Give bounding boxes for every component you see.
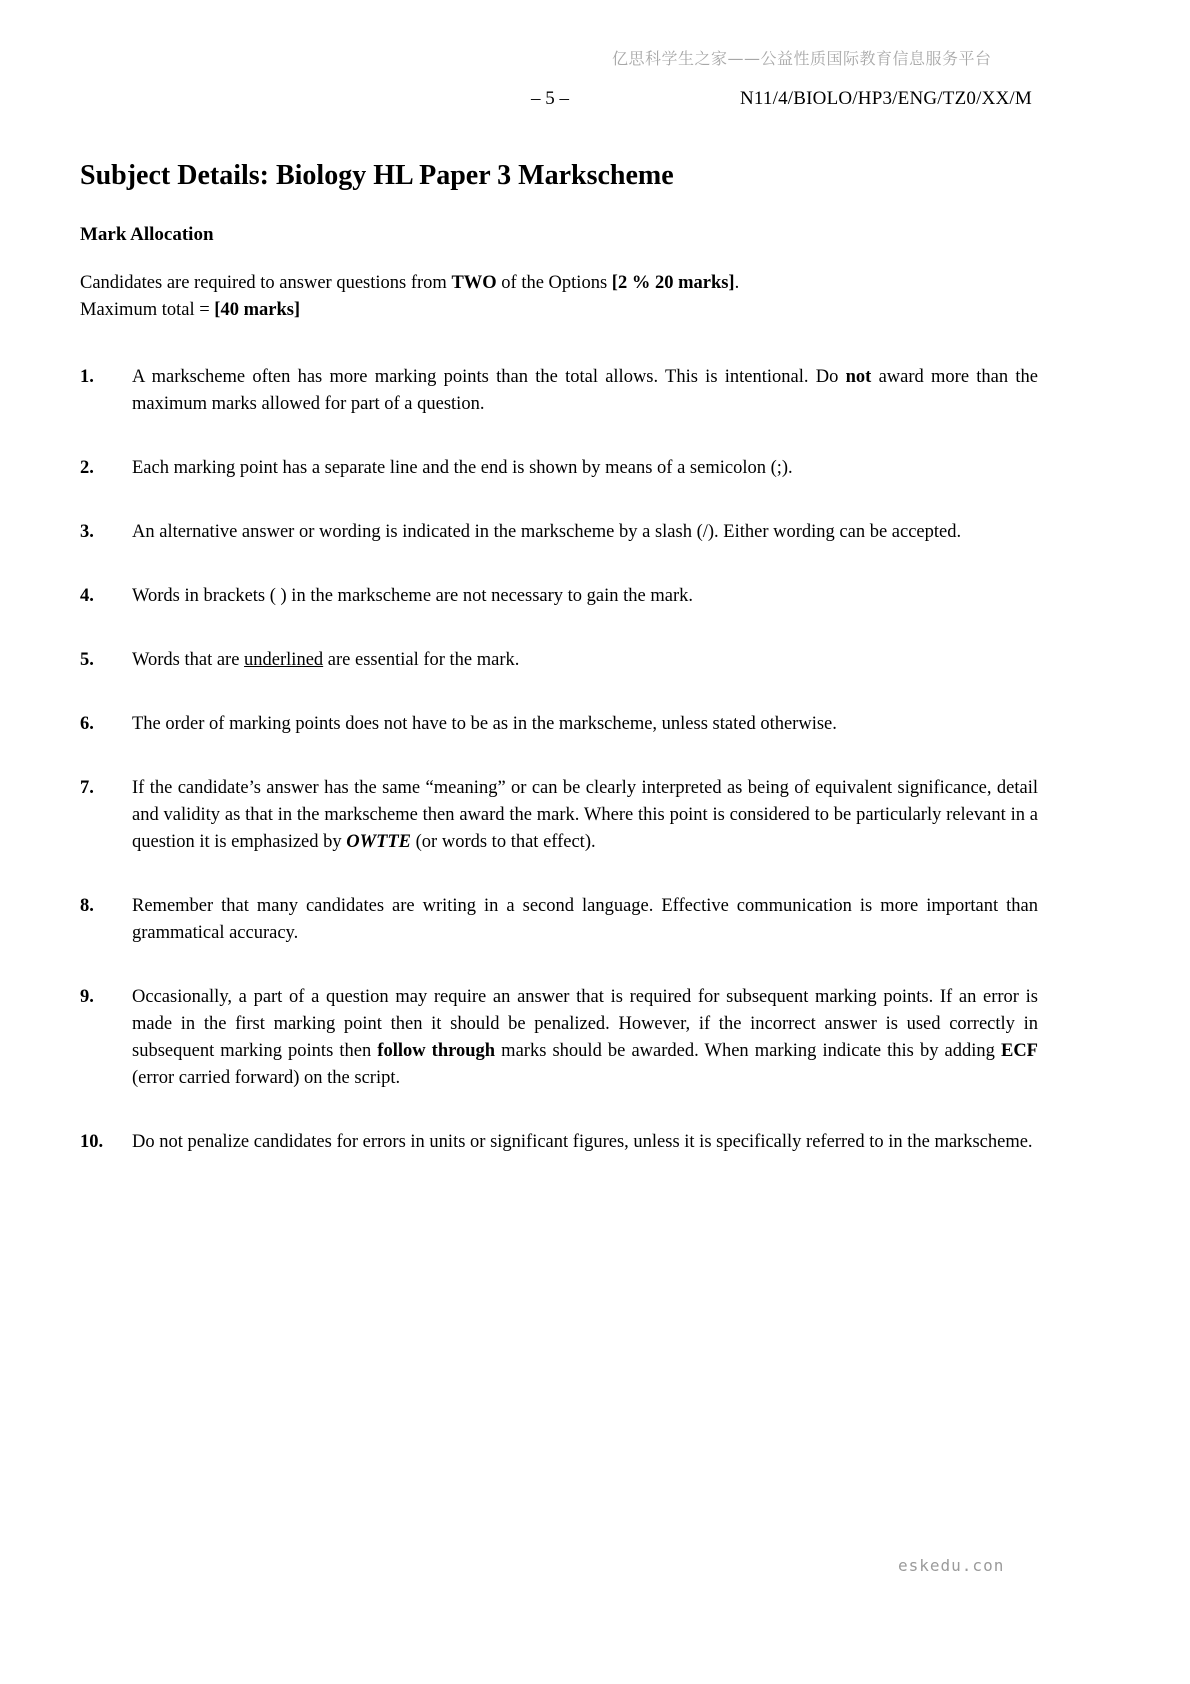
item-text	[132, 455, 1038, 482]
item-number: 4.	[80, 586, 94, 606]
item-number: 10.	[80, 1132, 104, 1152]
list-item	[80, 455, 1038, 482]
item-number: 7.	[80, 778, 94, 798]
text-segment: [40 marks]	[214, 300, 301, 320]
page-number: – 5 –	[531, 88, 569, 109]
text-segment: award more than the maximum marks allowed for part of a question.	[132, 367, 1038, 414]
section-heading-mark-allocation: Mark Allocation	[80, 224, 214, 245]
item-number: 8.	[80, 896, 94, 916]
text-segment: Maximum total =	[80, 300, 215, 320]
rules-list	[80, 364, 1038, 1156]
text-segment: Words in brackets ( ) in the markscheme are not necessary to gain the mark.	[132, 586, 694, 606]
text-segment: Do not penalize candidates for errors in units or significant figures, unless it is specifically referred to in the markscheme.	[132, 1132, 1033, 1152]
intro-line-2	[80, 297, 1038, 324]
list-item	[80, 364, 1038, 418]
text-segment: ECF	[1000, 1041, 1038, 1061]
item-number: 6.	[80, 714, 94, 734]
page-title: Subject Details: Biology HL Paper 3 Markscheme	[80, 160, 674, 191]
text-segment: are essential for the mark.	[323, 650, 520, 670]
text-segment: TWO	[451, 273, 497, 293]
list-item	[80, 893, 1038, 947]
text-segment: .	[734, 273, 740, 293]
text-segment: Words that are	[132, 650, 245, 670]
item-text	[132, 711, 1038, 738]
list-item	[80, 1129, 1038, 1156]
list-item	[80, 711, 1038, 738]
intro-line-1	[80, 270, 1038, 297]
item-number: 3.	[80, 522, 94, 542]
intro-paragraph	[80, 270, 1038, 324]
item-text	[132, 519, 1038, 546]
item-text	[132, 1129, 1038, 1156]
item-number: 1.	[80, 367, 94, 387]
text-segment: A markscheme often has more marking points than the total allows. This is intentional. Do	[132, 367, 846, 387]
text-segment: Remember that many candidates are writing in a second language. Effective communication is more important than grammatical accuracy.	[132, 896, 1038, 943]
list-item	[80, 984, 1038, 1092]
text-segment: marks should be awarded. When marking indicate this by adding	[495, 1041, 1001, 1061]
text-segment: Candidates are required to answer questions from	[80, 273, 452, 293]
paper-code: N11/4/BIOLO/HP3/ENG/TZ0/XX/M	[739, 88, 1032, 109]
text-segment: (or words to that effect).	[411, 832, 596, 852]
text-segment: Each marking point has a separate line and the end is shown by means of a semicolon (;).	[132, 458, 793, 478]
item-text	[132, 647, 1038, 674]
text-segment: (error carried forward) on the script.	[132, 1068, 401, 1088]
list-item	[80, 583, 1038, 610]
list-item	[80, 647, 1038, 674]
header-watermark-chinese: 亿思科学生之家——公益性质国际教育信息服务平台	[612, 49, 992, 68]
text-segment: [2 % 20 marks]	[611, 273, 735, 293]
item-text	[132, 893, 1038, 947]
text-segment: Occasionally, a part of a question may require an answer that is required for subsequent marking points. If an error is made in the first marking point then it should be penalized. However, if the incorrect answer is used correctly in subsequent marking points then	[132, 987, 1038, 1061]
document-content	[80, 158, 1038, 1193]
item-number: 5.	[80, 650, 94, 670]
item-number: 9.	[80, 987, 94, 1007]
item-number: 2.	[80, 458, 94, 478]
text-segment: not	[845, 367, 872, 387]
item-text	[132, 583, 1038, 610]
item-text	[132, 775, 1038, 856]
text-segment: OWTTE	[346, 832, 412, 852]
item-text	[132, 984, 1038, 1092]
text-segment: follow through	[377, 1041, 496, 1061]
text-segment: of the Options	[496, 273, 612, 293]
item-text	[132, 364, 1038, 418]
list-item	[80, 519, 1038, 546]
text-segment: The order of marking points does not have to be as in the markscheme, unless stated otherwise.	[132, 714, 837, 734]
footer-watermark: eskedu.con	[898, 1556, 1005, 1575]
text-segment: If the candidate’s answer has the same “meaning” or can be clearly interpreted as being of equivalent significance, detail and validity as that in the markscheme then award the mark. Where this point is considered to be particularly relevant in a question it is emphasized by	[132, 778, 1038, 852]
text-segment: An alternative answer or wording is indicated in the markscheme by a slash (/). Either wording can be accepted.	[132, 522, 962, 542]
text-segment: underlined	[244, 650, 324, 670]
list-item	[80, 775, 1038, 856]
